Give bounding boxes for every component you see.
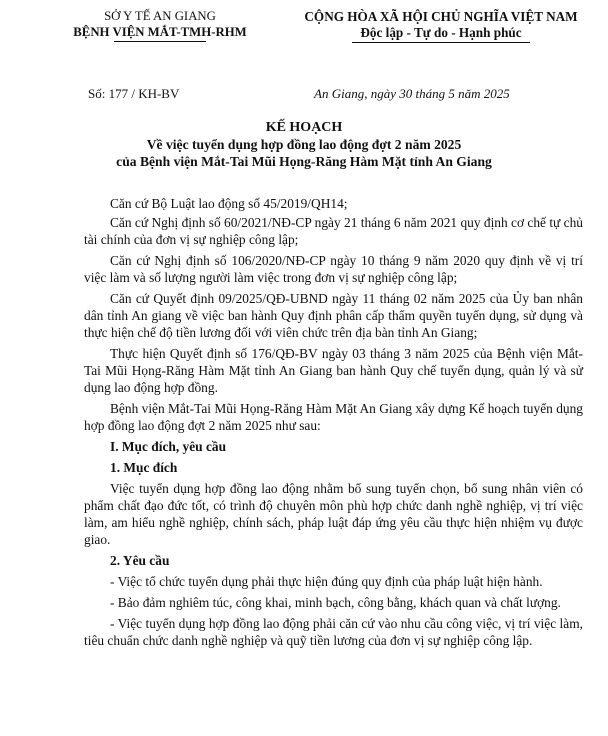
- document-subject: Về việc tuyển dụng hợp đồng lao động đợt 2 năm 2025: [146, 137, 462, 152]
- paragraph: Thực hiện Quyết định số 176/QĐ-BV ngày 03 tháng 3 năm 2025 của Bệnh viện Mắt- Tai Mũi Họng-Răng Hàm Mặt tỉnh An Giang ban hành Quy chế tuyển dụng, quản lý và sử dụng lao động hợp đồng.: [84, 346, 583, 395]
- paragraph: Căn cứ Bộ Luật lao động số 45/2019/QH14;: [110, 196, 348, 211]
- list-item: - Việc tổ chức tuyển dụng phải thực hiện đúng quy định của pháp luật hiện hành.: [110, 574, 543, 589]
- subsection-title: . Yêu cầu: [116, 553, 170, 568]
- country-name: CỘNG HÒA XÃ HỘI CHỦ NGHĨA VIỆT NAM: [304, 9, 578, 24]
- paragraph: Căn cứ Quyết định 09/2025/QĐ-UBND ngày 11 tháng 02 năm 2025 của Ủy ban nhân dân tỉnh An giang về việc ban hành Quy định phân cấp thẩm quyền tuyển dụng, sử dụng và thực hiện chế độ tiền lương đối với viên chức trên địa bàn tỉnh An Giang;: [84, 291, 583, 340]
- issuer-parent: SỞ Y TẾ AN GIANG: [104, 9, 216, 23]
- document-body: [84, 195, 583, 653]
- document-subject-line2: của Bệnh viện Mắt-Tai Mũi Họng-Răng Hàm Mặt tỉnh An Giang: [116, 154, 492, 169]
- list-item: - Việc tuyển dụng hợp đồng lao động phải căn cứ vào nhu cầu công việc, vị trí việc làm, tiêu chuẩn chức danh nghề nghiệp và quỹ tiền lương của đơn vị sự nghiệp công lập.: [84, 616, 583, 648]
- paragraph: Việc tuyển dụng hợp đồng lao động nhằm bổ sung tuyển chọn, bổ sung nhân viên có phẩm chất đạo đức tốt, có trình độ chuyên môn phù hợp chức danh nghề nghiệp, vị trí việc làm, am hiểu nghề nghiệp, chính sách, pháp luật đáp ứng yêu cầu thực hiện nhiệm vụ được giao.: [84, 481, 583, 547]
- subsection-heading: 1. Mục đích: [110, 460, 178, 475]
- section-heading: I. Mục đích, yêu cầu: [110, 439, 227, 454]
- paragraph: Căn cứ Nghị định số 106/2020/NĐ-CP ngày 10 tháng 9 năm 2020 quy định về vị trí việc làm và số lượng người làm việc trong đơn vị sự nghiệp công lập;: [84, 253, 583, 285]
- subsection-number: 2: [110, 553, 117, 568]
- issuer-underline: [114, 41, 206, 42]
- paragraph: Căn cứ Nghị định số 60/2021/NĐ-CP ngày 21 tháng 6 năm 2021 quy định cơ chế tự chủ tài chính của đơn vị sự nghiệp công lập;: [84, 215, 583, 247]
- motto: Độc lập - Tự do - Hạnh phúc: [360, 25, 522, 40]
- list-item: - Bảo đảm nghiêm túc, công khai, minh bạch, công bằng, khách quan và chất lượng.: [110, 595, 561, 610]
- document-type: KẾ HOẠCH: [265, 120, 343, 135]
- document-number: Số: 177 / KH-BV: [88, 86, 180, 101]
- issuer-block: [40, 9, 280, 42]
- national-heading: [286, 9, 596, 43]
- issuer-name: BỆNH VIỆN MẮT-TMH-RHM: [73, 25, 247, 39]
- motto-underline: [352, 42, 530, 43]
- document-date: An Giang, ngày 30 tháng 5 năm 2025: [314, 86, 510, 101]
- paragraph: Bệnh viện Mắt-Tai Mũi Họng-Răng Hàm Mặt An Giang xây dựng Kế hoạch tuyển dụng hợp đồng lao động đợt 2 năm 2025 như sau:: [84, 401, 583, 433]
- subsection-heading: [84, 552, 583, 569]
